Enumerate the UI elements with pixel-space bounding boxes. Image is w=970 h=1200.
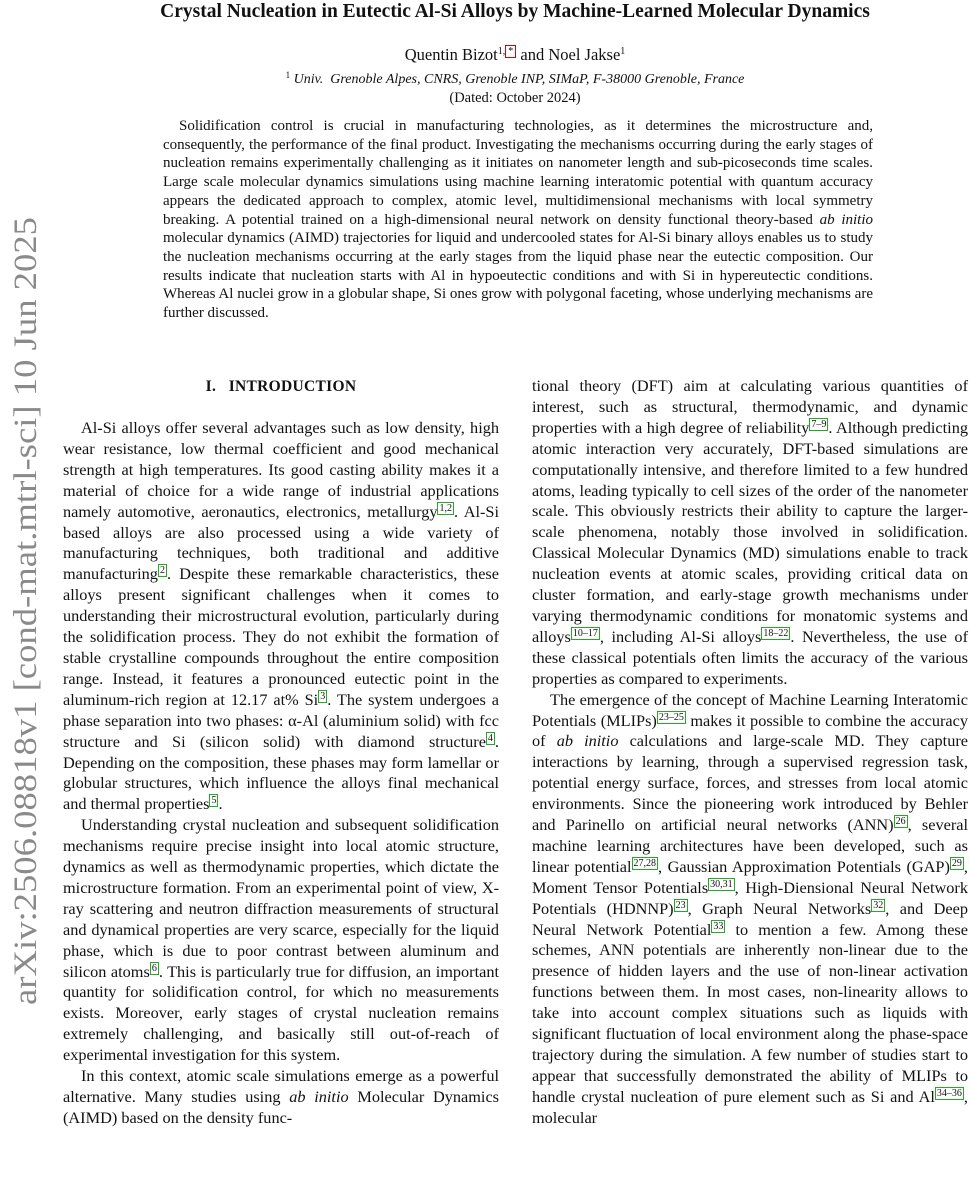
column-left (63, 376, 499, 1129)
paragraph: The emergence of the concept of Machine Learning Interatomic Potentials (MLIPs) $^{23-25}$ makes it possible to combine the accuracy of ab initio calculations and large-scale MD. They capture interactions by learning, through a supervised regression task, potential energy surface, forces, and stresses from local atomic environments. Since the pioneering work introduced by Behler and Parinello on artificial neural networks (ANN) $^{26}$ , several machine learning architectures have been developed, such as linear potential $^{27,28}$ , Gaussian Approximation Potentials (GAP) $^{29}$ , Moment Tensor Potentials $^{30,31}$ , High-Diensional Neural Network Potentials (HDNNP) $^{23}$ , Graph Neural Networks $^{32}$ , and Deep Neural Network Potential $^{33}$ to mention a few. Among these schemes, ANN potentials are inherently non-linear due to the presence of hidden layers and the use of non-linear activation functions between them. In most cases, non-linearity allows to take into account complex situations such as liquids with significant fluctuation of local environment along the phase-space trajectory during the simulation. A few number of studies start to appear that successfully demonstrated the ability of MLIPs to handle crystal nucleation of pure element such as Si and Al $^{34-36}$ , molecular (532, 689, 968, 1127)
date-line: (Dated: October 2024) (449, 90, 581, 106)
paragraph: In this context, atomic scale simulations emerge as a powerful alternative. Many studies using ab initio Molecular Dynamics (AIMD) based on the density func- (63, 1066, 500, 1127)
author-jakse-affiliation: 1 (620, 46, 626, 57)
citation-link[interactable]: 7–9 (811, 418, 827, 430)
citation-link[interactable]: 32 (873, 899, 884, 911)
author-conjunction: and (516, 45, 549, 64)
paper-title: Crystal Nucleation in Eutectic Al-Si Alloys by Machine-Learned Molecular Dynamics (160, 1, 870, 22)
citation-link[interactable]: 23–25 (658, 711, 684, 723)
citation-link[interactable]: 6 (151, 962, 157, 974)
affiliation-mark: 1 (285, 70, 291, 80)
citation-link[interactable]: 29 (951, 857, 962, 869)
author-list (60, 41, 970, 66)
paragraph: Understanding crystal nucleation and subsequent solidification mechanisms require precise insight into local atomic structure, dynamics as well as thermodynamic properties, which dictate the microstructure formation. From an experimental point of view, X-ray scattering and neutron diffraction measurements of structural and dynamical properties are very scarce, especially for the liquid phase, which is due to poor contrast between aluminum and silicon atoms $^6$ . This is particularly true for diffusion, an important quantity for solidification control, for which no measurements exists. Moreover, early stages of crystal nucleation remains extremely challenging, and basically still out-of-reach of experimental investigation for this system. (63, 815, 499, 1065)
citation-link[interactable]: 34–36 (936, 1087, 962, 1099)
citation-link[interactable]: 33 (713, 920, 724, 932)
affiliation (60, 65, 970, 90)
section-heading-introduction: I. INTRODUCTION (205, 378, 357, 395)
abstract-text: Solidification control is crucial in manufacturing technologies, as it determines the microstructure and, consequently, the performance of the final product. Investigating the mechanisms occurring during the early stages of nucleation remains experimentally challenging as it initiates on nanometer length and sub-picoseconds time scales. Large scale molecular dynamics simulations using machine learning interatomic potential with quantum accuracy appears the dedicated approach to complex, atomic level, multidimensional mechanisms with local symmetry breaking. A potential trained on a high-dimensional neural network on density functional theory-based ab initio molecular dynamics (AIMD) trajectories for liquid and undercooled states for Al-Si binary alloys enables us to study the nucleation mechanisms occurring at the early stages from the liquid phase near the eutectic composition. Our results indicate that nucleation starts with Al in hypoeutectic conditions and with Si in hypereutectic conditions. Whereas Al nuclei grow in a globular shape, Si ones grow with polygonal faceting, whose underlying mechanisms are further discussed. (163, 118, 874, 322)
citation-link[interactable]: 2 (159, 565, 165, 577)
citation-link[interactable]: 10–17 (572, 627, 598, 639)
citation-link[interactable]: 30,31 (710, 878, 733, 890)
citation-link[interactable]: 18–22 (763, 627, 789, 639)
abstract (163, 117, 873, 323)
citation-link[interactable]: 26 (895, 816, 906, 828)
citation-link[interactable]: 23 (675, 899, 686, 911)
citation-link[interactable]: 27,28 (633, 857, 657, 869)
arxiv-stamp (6, 215, 44, 1005)
citation-link[interactable]: 4 (487, 732, 493, 744)
corresponding-author-link[interactable]: * (505, 45, 516, 58)
paragraph: Al-Si alloys offer several advantages such as low density, high wear resistance, low thermal coefficient and good mechanical strength at high temperatures. Its good casting ability makes it a material of choice for a wide range of industrial applications namely automotive, aeronautics, electronics, metallurgy $^{1,2}$ . Al-Si based alloys are also processed using a wide variety of manufacturing techniques, both traditional and additive manufacturing $^2$ . Despite these remarkable characteristics, these alloys present significant challenges when it comes to understanding their microstructural evolution, particularly during the solidification process. They do not exhibit the formation of stable crystalline compounds throughout the entire composition range. Instead, it features a pronounced eutectic point in the aluminum-rich region at 12.17 at% Si $^3$ . The system undergoes a phase separation into two phases: α-Al (aluminium solid) with fcc structure and Si (silicon solid) with diamond structure $^4$ . Depending on the composition, these phases may form lamellar or globular structures, which influence the alloys final mechanical and thermal properties $^5$ . (63, 418, 499, 814)
author-bizot: Quentin Bizot (404, 45, 498, 64)
paragraph: tional theory (DFT) aim at calculating various quantities of interest, such as structural, thermodynamic, and dynamic properties with a high degree of reliability $^{7-9}$ . Although predicting atomic interaction very accurately, DFT-based simulations are computationally intensive, and therefore limited to a few hundred atoms, leading typically to cell sizes of the order of the nanometer scale. This obviously restricts their ability to capture the larger-scale phenomena, notably those involved in solidification. Classical Molecular Dynamics (MD) simulations enable to track nucleation events at atomic scales, providing critical data on cluster formation, and early-stage growth mechanisms under varying thermodynamic conditions for monatomic systems and alloys $^{10-17}$ , including Al-Si alloys $^{18-22}$ . Nevertheless, the use of these classical potentials often limits the accuracy of the various properties as compared to experiments. (532, 376, 968, 688)
citation-link[interactable]: 1,2 (439, 502, 452, 514)
abstract-emphasis: ab initio (819, 211, 874, 228)
column-right (532, 376, 968, 1129)
author-bizot-affiliation: 1, * (498, 45, 517, 58)
citation-link[interactable]: 5 (211, 795, 217, 807)
affiliation-text: Univ. Grenoble Alpes, CNRS, Grenoble INP, SIMaP, F-38000 Grenoble, France (293, 72, 745, 87)
arxiv-identifier: arXiv:2506.08818v1 [cond-mat.mtrl-sci] 10 Jun 2025 (8, 295, 44, 1005)
citation-link[interactable]: 3 (320, 690, 326, 702)
author-jakse: Noel Jakse (548, 45, 621, 64)
